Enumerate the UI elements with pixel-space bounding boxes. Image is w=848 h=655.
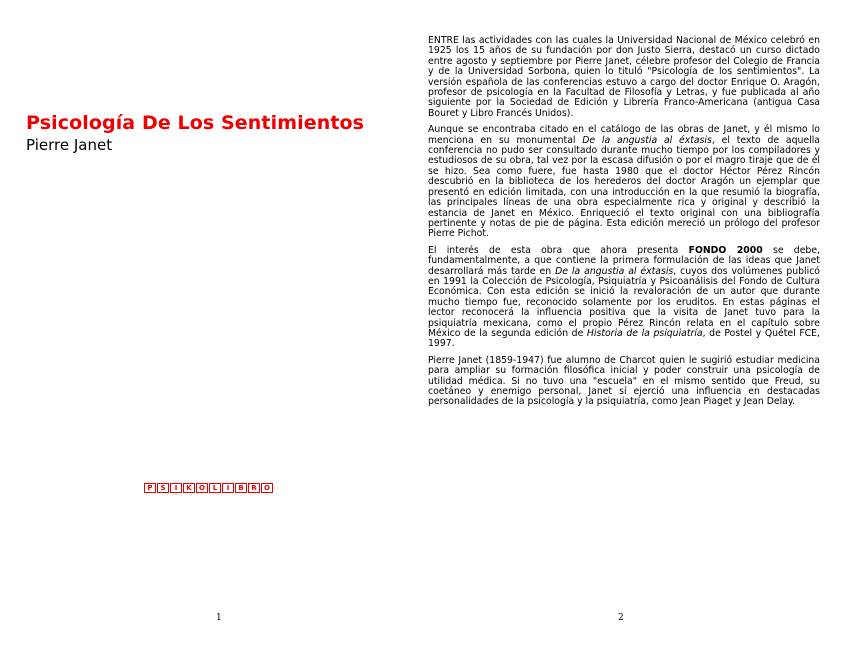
logo-letter: I <box>170 483 182 493</box>
text-run: Pierre Janet (1859-1947) fue alumno de Charcot quien le sugirió estudiar medicina para ampliar su formación filosófica inicial y poder construir una psicología de utilidad médica. Si no tuvo una "escuela" en el mismo sentido que Freud, su coetáneo y enemigo personal, Janet sí ejerció una influencia en destacadas personalidades de la psicología y la psiquiatría, como Jean Piaget y Jean Delay. <box>428 354 820 408</box>
page-number-left: 1 <box>216 613 222 623</box>
text-run: , el texto de aquella conferencia no pudo ser consultado durante mucho tiempo por los compiladores y estudiosos de su obra, tal vez por la escasa difusión o por el magro tiraje que de él se hizo. Sea como fuere, fue hasta 1980 que el doctor Héctor Pérez Rincón descubrió en la biblioteca de los herederos del doctor Aragón un ejemplar que presentó en edición limitada, con una introducción en la que resumió la biografía, las principales líneas de una obra especialmente rica y original y describió la estancia de Janet en México. Enriqueció el texto original con una bibliografía pertinente y notas de pie de página. Esta edición mereció un prólogo del profesor Pierre Pichot. <box>428 134 821 240</box>
text-run: ENTRE las actividades con las cuales la Universidad Nacional de México celebró en 1925 los 15 años de su fundación por don Justo Sierra, destacó un curso dictado entre agosto y septiembre por Pierre Janet, célebre profesor del Colegio de Francia y de la Universidad Sorbona, quien lo tituló "Psicología de los sentimientos". La versión española de las conferencias estuvo a cargo del doctor Enrique O. Aragón, profesor de psicología en la Facultad de Filosofía y Letras, y fue publicada al año siguiente por la Sociedad de Edición y Librería Franco-Americana (antigua Casa Bouret y Libro Francés Unidos). <box>428 35 820 119</box>
logo-letter: I <box>222 483 234 493</box>
logo-letter: O <box>196 483 208 493</box>
logo-letter: S <box>157 483 169 493</box>
text-run: El interés de esta obra que ahora presenta <box>428 244 689 256</box>
paragraph <box>428 36 820 119</box>
text-run: De la angustia al éxtasis <box>555 265 674 277</box>
text-run: Aunque se encontraba citado en el catálogo de las obras de Janet, y él mismo lo menciona en su monumental <box>428 124 820 146</box>
right-page <box>424 0 848 655</box>
text-run: De la angustia al éxtasis <box>582 134 712 146</box>
text-run: Historia de la psiquiatría <box>586 327 703 339</box>
logo-letter: K <box>183 483 195 493</box>
book-title: Psicología De Los Sentimientos <box>26 112 365 134</box>
text-run: se debe, fundamentalmente, a que contiene la primera formulación de las ideas que Janet desarrollará más tarde en <box>428 244 820 277</box>
psikolibro-logo <box>144 483 273 493</box>
text-run: , de Postel y Quétel FCE, 1997. <box>428 327 820 350</box>
text-run: , cuyos dos volúmenes publicó en 1991 la Colección de Psicología, Psiquiatría y Psicoanálisis del Fondo de Cultura Económica. Con esta edición se inició la revaloración de un autor que durante mucho tiempo fue, reconocido solamente por los eruditos. En estas páginas el lector reconocerá la influencia positiva que la visita de Janet tuvo para la psiquiatría mexicana, como el propio Pérez Rincón relata en el capítulo sobre México de la segunda edición de <box>428 265 820 339</box>
paragraph <box>428 246 820 350</box>
paragraph <box>428 356 820 408</box>
logo-letter: B <box>235 483 247 493</box>
text-run: FONDO 2000 <box>688 244 763 256</box>
logo-letter: R <box>248 483 260 493</box>
paragraph <box>428 125 820 239</box>
page-number-right: 2 <box>618 613 624 623</box>
logo-letter: O <box>261 483 273 493</box>
body-text <box>428 36 820 414</box>
book-author: Pierre Janet <box>26 136 113 154</box>
logo-letter: P <box>144 483 156 493</box>
logo-letter: L <box>209 483 221 493</box>
